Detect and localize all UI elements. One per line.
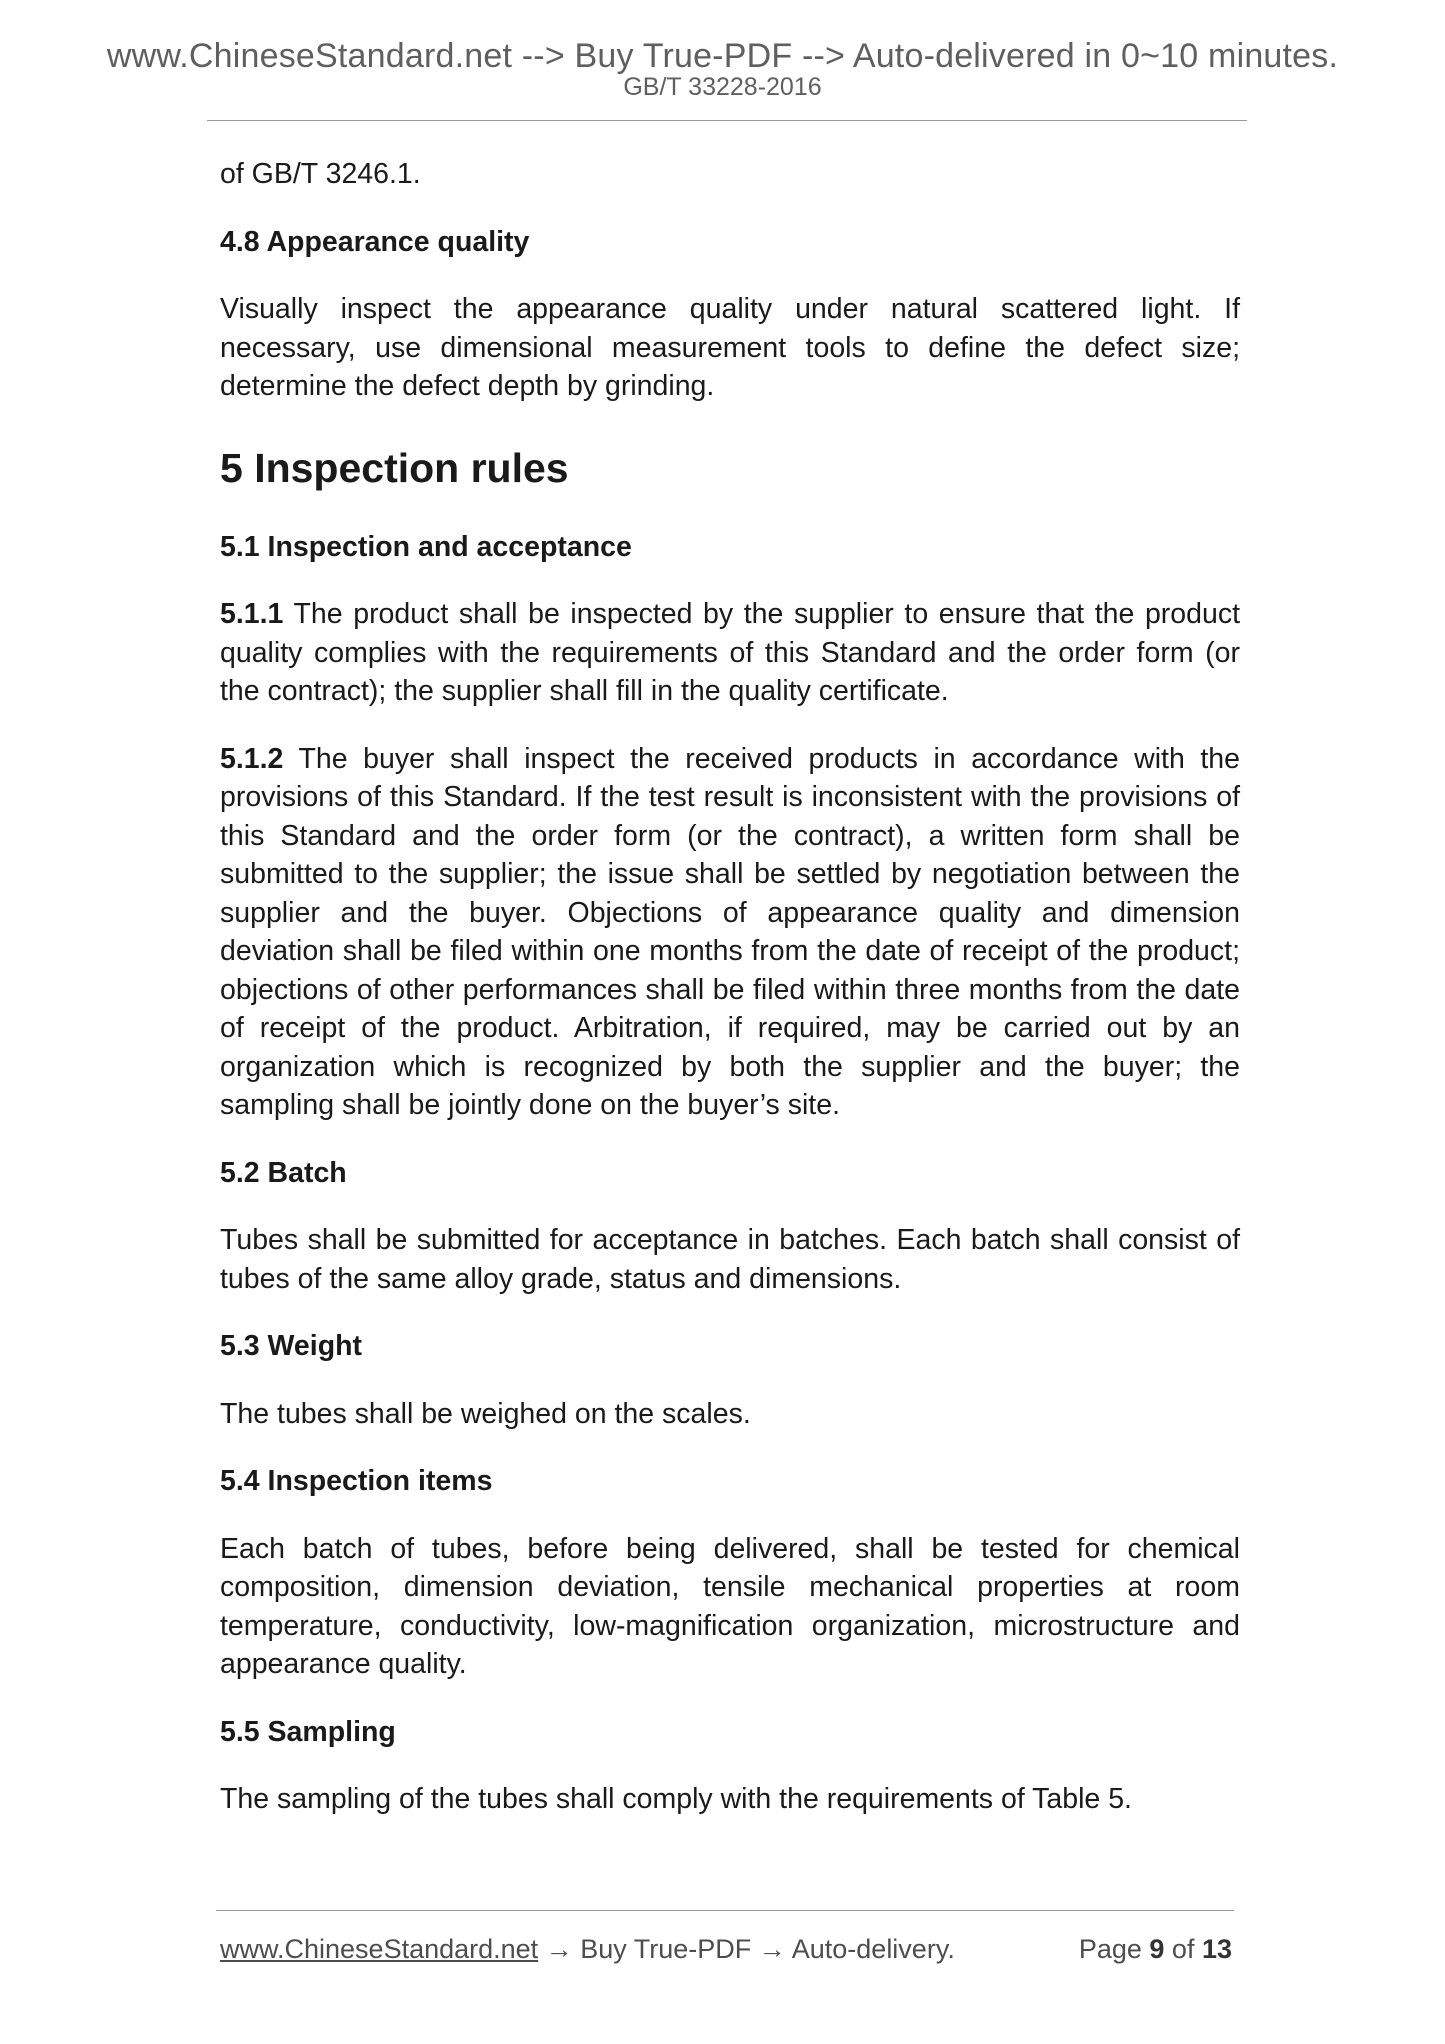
clause-number-5-1-1: 5.1.1 [220,598,284,630]
clause-text-5-1-1: The product shall be inspected by the supplier to ensure that the product quality complies with the requirements of this Standard and the order form (or the contract); the supplier shall fill in the quality certificate. [220,598,1240,707]
page-label: Page [1078,1934,1150,1964]
paragraph-5-2: Tubes shall be submitted for acceptance in batches. Each batch shall consist of tubes of the same alloy grade, status and dimensions. [220,1224,1240,1295]
footer-tagline: → Buy True-PDF → Auto-delivery. [538,1934,955,1964]
heading-5-1: 5.1 Inspection and acceptance [220,530,632,563]
page-number: 9 [1149,1934,1165,1964]
footer-divider [216,1910,1234,1911]
heading-4-8: 4.8 Appearance quality [220,225,530,258]
paragraph-5-4: Each batch of tubes, before being delivered, shall be tested for chemical composition, dimension deviation, tensile mechanical properties at room temperature, conductivity, low-magnification organization, microstructure and appearance quality. [220,1532,1240,1680]
header-divider [207,120,1247,121]
heading-5-3: 5.3 Weight [220,1330,362,1362]
paragraph-5-3: The tubes shall be weighed on the scales. [220,1397,751,1430]
heading-5-5: 5.5 Sampling [220,1715,396,1748]
page-footer [220,1933,1232,1965]
heading-5-4: 5.4 Inspection items [220,1465,493,1497]
page-total: 13 [1201,1934,1232,1964]
of-label: of [1164,1934,1202,1964]
paragraph-4-8: Visually inspect the appearance quality under natural scattered light. If necessary, use dimensional measurement tools to define the defect size; determine the defect depth by grinding. [220,293,1240,402]
paragraph-5-5: The sampling of the tubes shall comply with the requirements of Table 5. [220,1783,1132,1815]
clause-text-5-1-2: The buyer shall inspect the received products in accordance with the provisions of this Standard. If the test result is inconsistent with the provisions of this Standard and the order form (or the contract), a written form shall be submitted to the supplier; the issue shall be settled by negotiation between the supplier and the buyer. Objections of appearance quality and dimension deviation shall be filed within one months from the date of receipt of the product; objections of other performances shall be filed within three months from the date of receipt of the product. Arbitration, if required, may be carried out by an organization which is recognized by both the supplier and the buyer; the sampling shall be jointly done on the buyer’s site. [220,742,1240,1121]
paragraph-5-1-2 [220,740,1240,1125]
document-code: GB/T 33228-2016 [623,73,822,101]
clause-number-5-1-2: 5.1.2 [220,742,284,775]
heading-5-2: 5.2 Batch [220,1156,347,1189]
paragraph-intro: of GB/T 3246.1. [220,158,421,190]
page-indicator [1079,1933,1232,1965]
paragraph-5-1-1 [220,595,1240,711]
header-banner: www.ChineseStandard.net --> Buy True-PDF --> Auto-delivered in 0~10 minutes. [106,37,1339,75]
page-content [220,155,1240,1848]
footer-website-link[interactable]: www.ChineseStandard.net [220,1934,539,1964]
heading-5: 5 Inspection rules [220,444,569,491]
